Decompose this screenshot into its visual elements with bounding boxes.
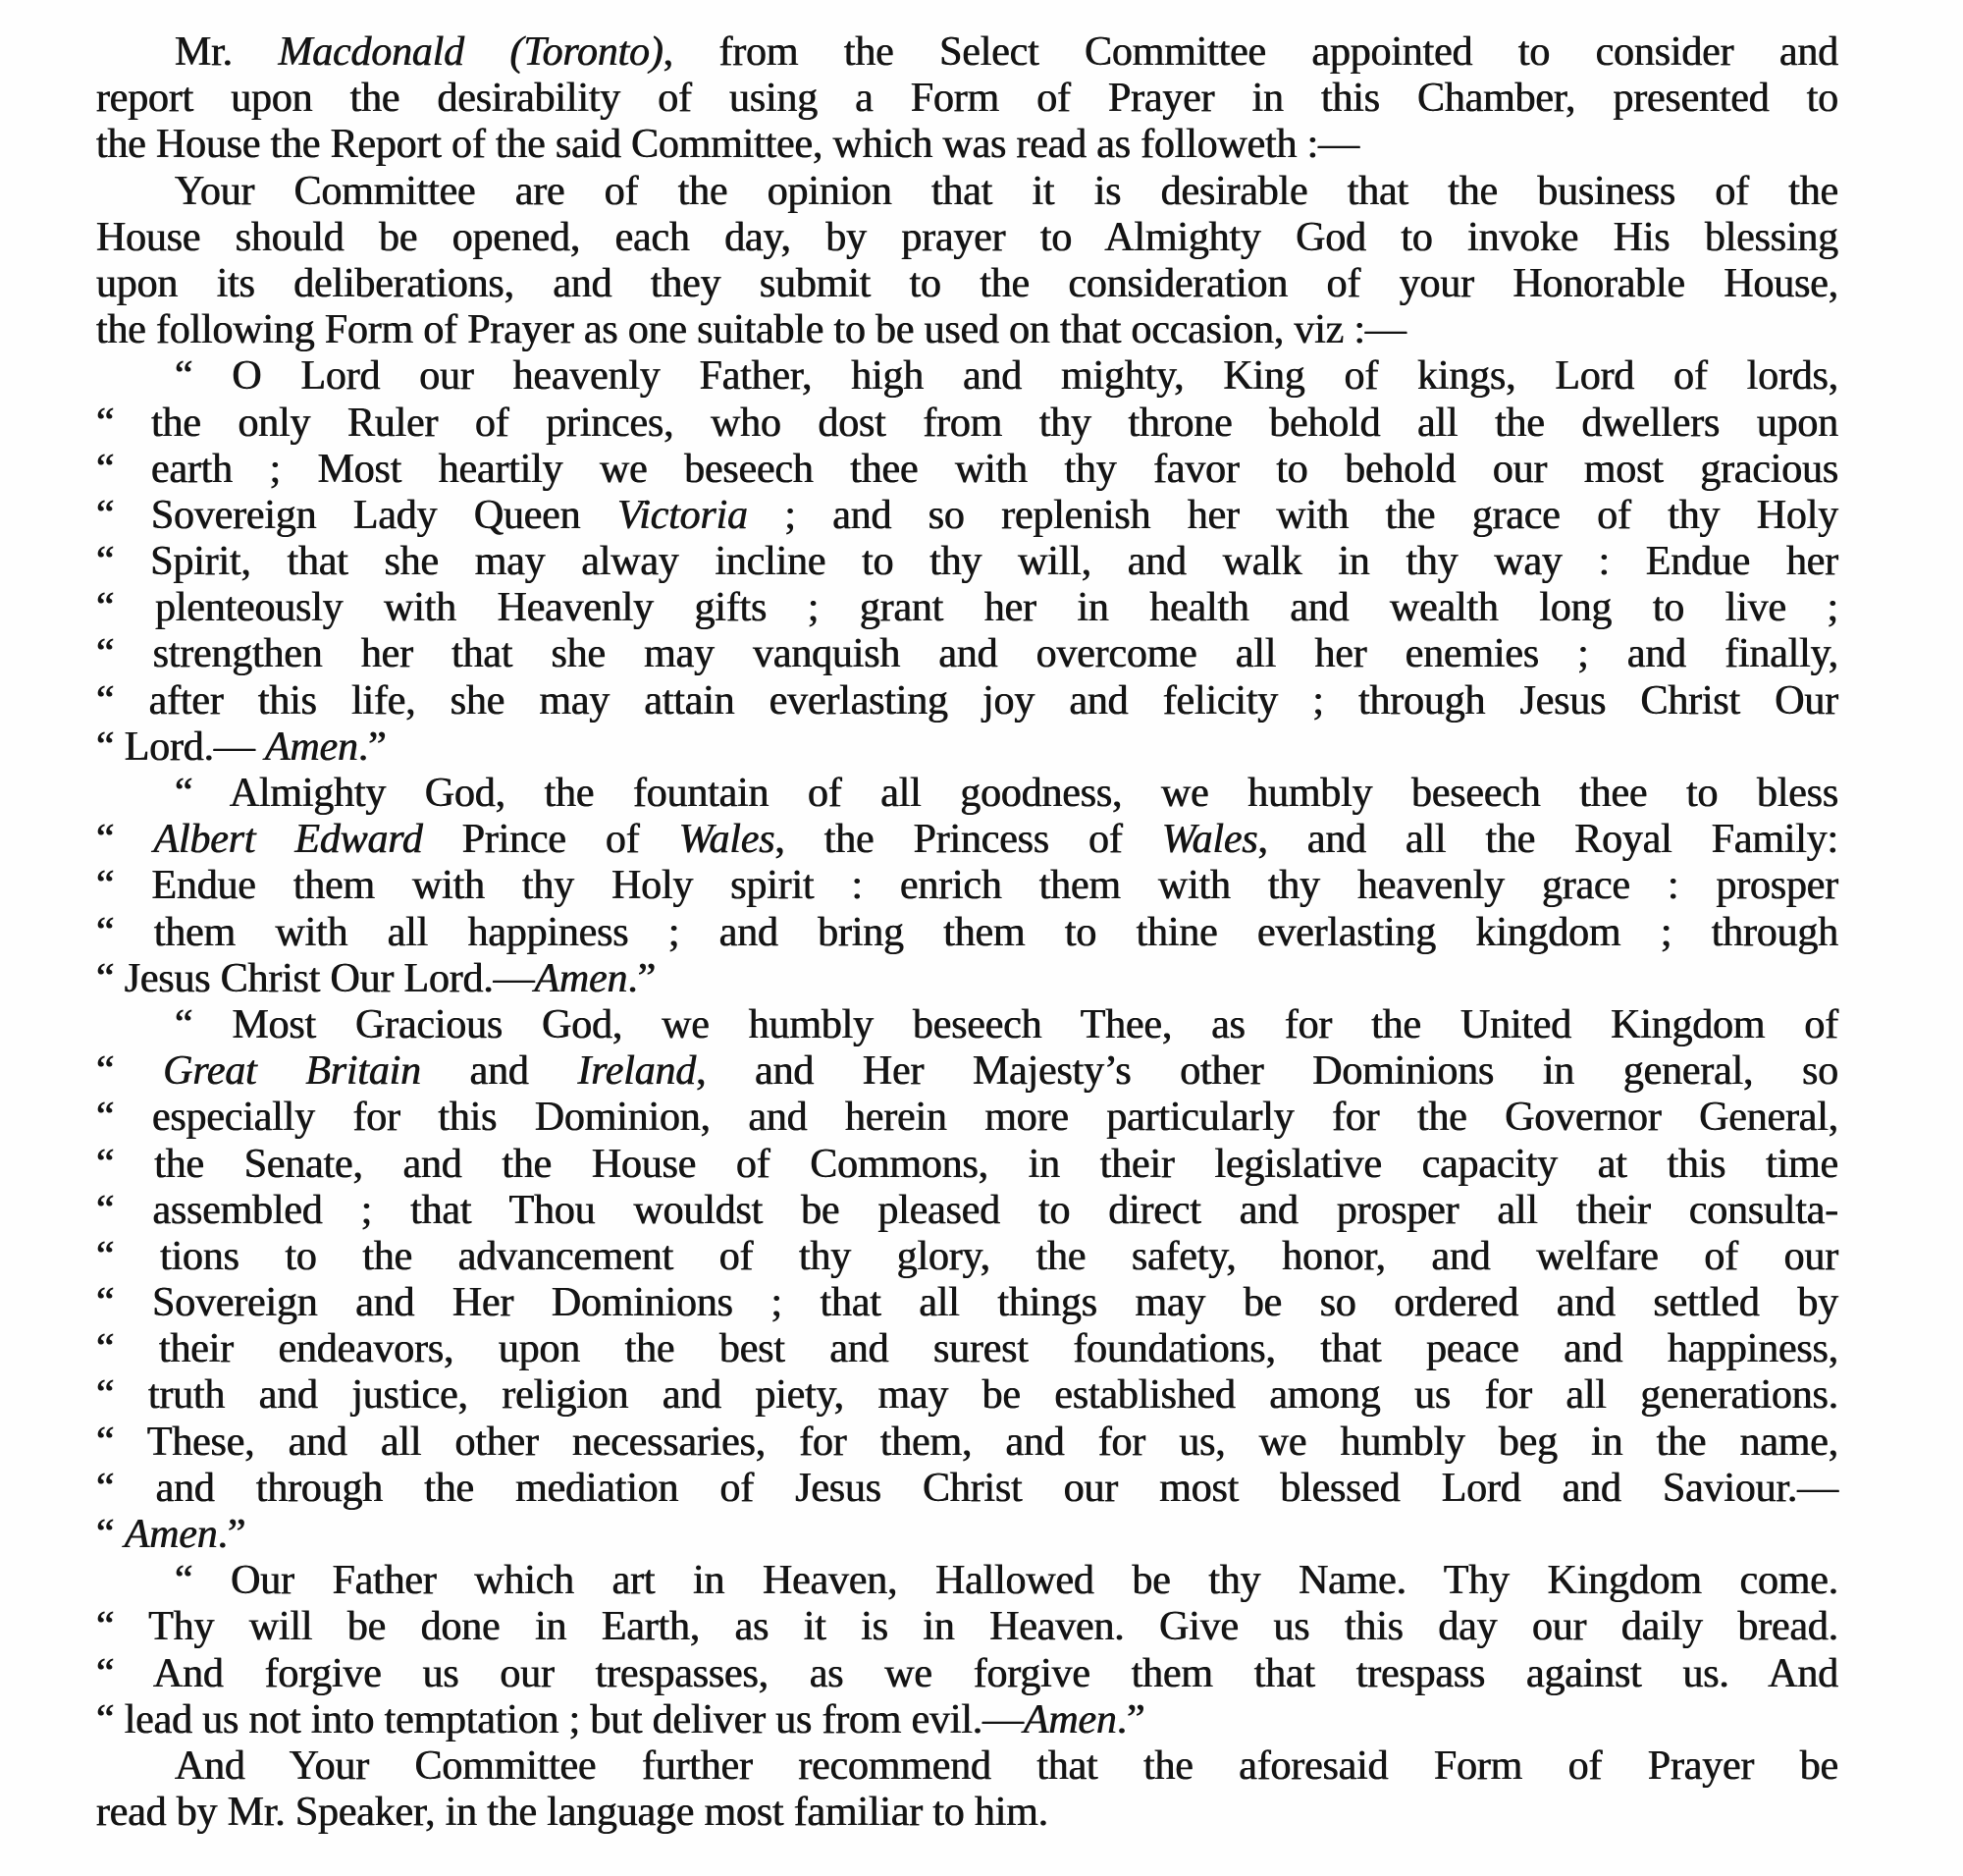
text-segment: upon its deliberations, and they submit to the consideration of your Honorable House, — [96, 260, 1838, 306]
text-line — [96, 493, 1838, 539]
text-line — [96, 1420, 1838, 1466]
text-line — [96, 307, 1838, 353]
text-segment: read by Mr. Speaker, in the language most familiar to him. — [96, 1790, 1048, 1836]
text-line — [96, 585, 1838, 631]
text-segment: “ strengthen her that she may vanquish and overcome all her enemies ; and finally, — [96, 631, 1838, 677]
text-segment: “ and through the mediation of Jesus Christ our most blessed Lord and Saviour.— — [96, 1465, 1838, 1511]
text-segment: , the Princess of — [774, 817, 1162, 863]
text-segment: , and all the Royal Family: — [1257, 817, 1838, 863]
italic-text-segment: Wales — [678, 817, 775, 863]
text-line — [96, 1095, 1838, 1141]
text-segment: “ These, and all other necessaries, for them, and for us, we humbly beg in the name, — [96, 1419, 1838, 1465]
text-line — [96, 817, 1838, 863]
text-segment: And Your Committee further recommend that the aforesaid Form of Prayer be — [175, 1742, 1838, 1789]
text-segment: “ tions to the advancement of thy glory, the safety, honor, and welfare of our — [96, 1233, 1838, 1279]
italic-text-segment: Albert Edward — [153, 817, 423, 863]
text-segment: “ — [96, 1048, 164, 1095]
italic-text-segment: Wales — [1161, 817, 1258, 863]
text-segment: .” — [217, 1512, 246, 1557]
italic-text-segment: Victoria — [616, 492, 748, 538]
text-segment: “ — [96, 1512, 125, 1557]
text-segment: “ them with all happiness ; and bring them to thine everlasting kingdom ; through — [96, 909, 1838, 955]
italic-text-segment: Amen — [1023, 1696, 1117, 1742]
text-line — [96, 215, 1838, 261]
text-line — [96, 169, 1838, 215]
text-segment: “ And forgive us our trespasses, as we forgive them that trespass against us. And — [96, 1650, 1838, 1696]
text-segment: “ Our Father which art in Heaven, Hallowed be thy Name. Thy Kingdom come. — [175, 1558, 1838, 1604]
text-line — [96, 771, 1838, 817]
text-line — [96, 910, 1838, 956]
text-segment: .” — [627, 955, 657, 1001]
text-line — [96, 1743, 1838, 1790]
text-line — [96, 678, 1838, 724]
text-line — [96, 1326, 1838, 1372]
text-line — [96, 447, 1838, 493]
text-segment: “ Endue them with thy Holy spirit : enrich them with thy heavenly grace : prosper — [96, 863, 1838, 909]
text-segment: “ Sovereign Lady Queen — [96, 492, 617, 538]
text-segment: .” — [357, 724, 387, 770]
text-segment: Mr. — [175, 29, 279, 75]
text-segment: “ earth ; Most heartily we beseech thee with thy favor to behold our most gracious — [96, 446, 1838, 492]
text-line — [96, 956, 1838, 1002]
text-segment: “ assembled ; that Thou wouldst be pleased to direct and prosper all their consulta- — [96, 1187, 1838, 1233]
text-segment: “ Sovereign and Her Dominions ; that all things may be so ordered and settled by — [96, 1280, 1838, 1326]
text-line — [96, 1790, 1838, 1836]
text-segment: “ Thy will be done in Earth, as it is in Heaven. Give us this day our daily bread. — [96, 1604, 1838, 1650]
text-segment: the following Form of Prayer as one suitable to be used on that occasion, viz :— — [96, 307, 1406, 353]
text-segment: “ O Lord our heavenly Father, high and mighty, King of kings, Lord of lords, — [175, 353, 1838, 400]
text-line — [96, 1280, 1838, 1326]
text-segment: “ Jesus Christ Our Lord.— — [96, 955, 535, 1001]
text-segment: “ after this life, she may attain everlasting joy and felicity ; through Jesus Christ Our — [96, 677, 1838, 724]
text-segment: “ — [96, 817, 154, 863]
italic-text-segment: Amen — [534, 955, 628, 1001]
italic-text-segment: Ireland — [577, 1048, 697, 1095]
text-segment: House should be opened, each day, by prayer to Almighty God to invoke His blessing — [96, 214, 1838, 260]
italic-text-segment: Amen — [124, 1512, 218, 1557]
italic-text-segment: Great Britain — [163, 1048, 421, 1095]
text-segment: Your Committee are of the opinion that it is desirable that the business of the — [175, 168, 1838, 214]
text-line — [96, 539, 1838, 585]
text-segment: “ the only Ruler of princes, who dost from thy throne behold all the dwellers upon — [96, 400, 1838, 446]
text-line — [96, 1651, 1838, 1697]
italic-text-segment: Macdonald (Toronto) — [278, 29, 663, 75]
text-line — [96, 29, 1838, 76]
text-line — [96, 76, 1838, 122]
text-segment: “ truth and justice, religion and piety, may be established among us for all generations. — [96, 1372, 1838, 1419]
text-segment: “ their endeavors, upon the best and surest foundations, that peace and happiness, — [96, 1326, 1838, 1372]
text-line — [96, 1002, 1838, 1048]
text-segment: “ lead us not into temptation ; but deliver us from evil.— — [96, 1696, 1024, 1742]
text-line — [96, 1512, 1838, 1558]
text-segment: “ plenteously with Heavenly gifts ; grant her in health and wealth long to live ; — [96, 585, 1838, 631]
text-line — [96, 1048, 1838, 1095]
text-line — [96, 1188, 1838, 1234]
text-line — [96, 353, 1838, 400]
document-text — [96, 29, 1838, 1836]
text-segment: “ Spirit, that she may alway incline to thy will, and walk in thy way : Endue her — [96, 539, 1838, 585]
text-line — [96, 1604, 1838, 1650]
text-line — [96, 261, 1838, 307]
text-segment: the House the Report of the said Committee, which was read as followeth :— — [96, 122, 1359, 168]
text-segment: Prince of — [422, 817, 679, 863]
text-line — [96, 1142, 1838, 1188]
text-line — [96, 631, 1838, 677]
text-line — [96, 1234, 1838, 1280]
text-line — [96, 1697, 1838, 1743]
text-line — [96, 724, 1838, 771]
text-segment: “ Almighty God, the fountain of all goodness, we humbly beseech thee to bless — [175, 771, 1838, 816]
text-segment: “ the Senate, and the House of Commons, in their legislative capacity at this time — [96, 1141, 1838, 1187]
text-segment: , from the Select Committee appointed to consider and — [663, 29, 1838, 75]
text-line — [96, 863, 1838, 909]
text-segment: ; and so replenish her with the grace of thy Holy — [747, 492, 1838, 538]
text-segment: , and Her Majesty’s other Dominions in general, so — [696, 1048, 1838, 1095]
italic-text-segment: Amen — [264, 724, 358, 770]
text-line — [96, 122, 1838, 168]
text-line — [96, 1466, 1838, 1512]
text-segment: “ especially for this Dominion, and herein more particularly for the Governor General, — [96, 1095, 1838, 1141]
text-line — [96, 1558, 1838, 1604]
text-segment: .” — [1116, 1696, 1145, 1742]
text-segment: report upon the desirability of using a Form of Prayer in this Chamber, presented to — [96, 76, 1838, 122]
text-segment: “ Most Gracious God, we humbly beseech Thee, as for the United Kingdom of — [175, 1001, 1838, 1047]
text-line — [96, 1372, 1838, 1419]
text-line — [96, 401, 1838, 447]
text-segment: and — [420, 1048, 578, 1095]
text-segment: “ Lord.— — [96, 724, 265, 770]
